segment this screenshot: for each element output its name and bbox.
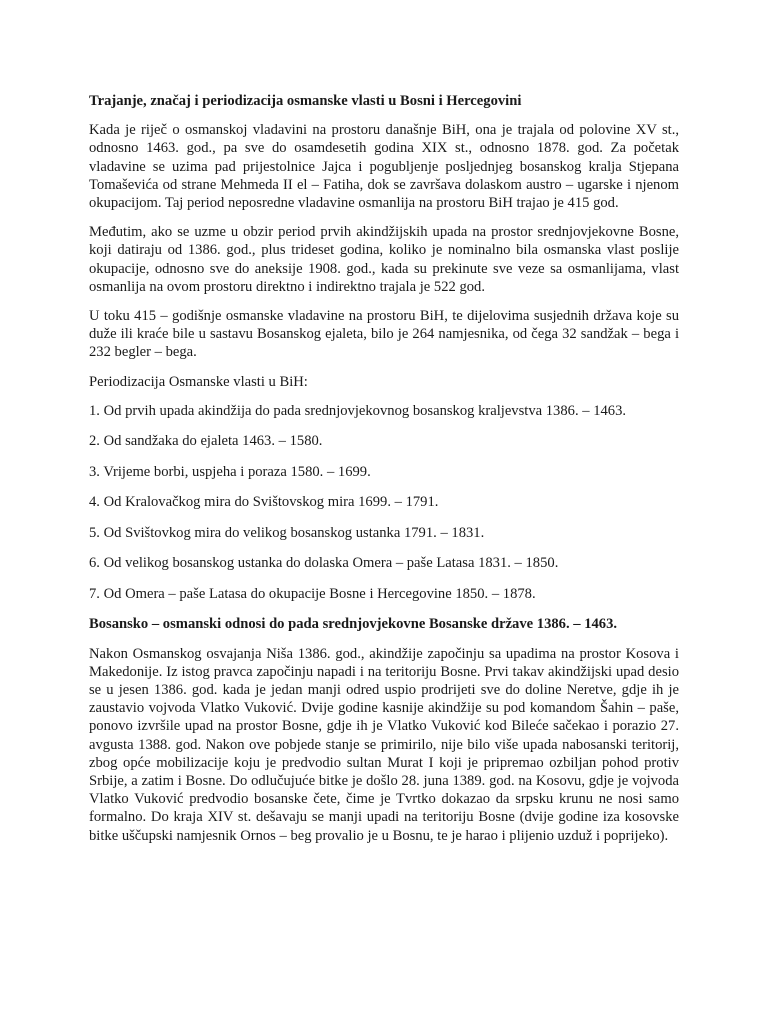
section-heading: Bosansko – osmanski odnosi do pada srednjovjekovne Bosanske države 1386. – 1463. xyxy=(89,616,618,633)
duration-paragraph: Međutim, ako se uzme u obzir period prvih akindžijskih upada na prostor srednjovjekovne Bosne, koji datiraju od 1386. god., plus trideset godina, koliko je nominalno bila osmanska vlast poslije okupacije, odnosno sve do aneksije 1908. god., kada su prekinute sve veze sa osmanlijama, vlast osmanlija na ovom prostoru direktno i indirektno trajala je 522 god. xyxy=(89,224,679,295)
document-page xyxy=(89,92,679,856)
section-paragraph: Nakon Osmanskog osvajanja Niša 1386. god., akindžije započinju sa upadima na prostor Kosova i Makedonije. Iz istog pravca započinju napadi i na teritoriju Bosne. Prvi takav akindžijski upad desio se u jesen 1386. god. kada je jedan manji odred uspio prodrijeti sve do doline Neretve, gdje ih je zaustavio vojvoda Vlatko Vuković. Dvije godine kasnije akindžije su pod komandom Šahin – paše, ponovo izvršile upad na prostor Bosne, gdje ih je Vlatko Vuković kod Bileće sačekao i porazio 27. avgusta 1388. god. Nakon ove pobjede stanje se primirilo, nije bilo više upada nabosanski teritorij, zbog opće mobilizacije koju je predvodio sultan Murat I koji je pripremao ozbiljan pohod protiv Srbije, a zatim i Bosne. Do odlučujuće bitke je došlo 28. juna 1389. god. na Kosovu, gdje je vojvoda Vlatko Vuković predvodio bosanske čete, čime je Tvrtko dokazao da srpsku krunu ne nosi samo formalno. Do kraja XIV st. dešavaju se manji upadi na teritoriju Bosne (dvije godine iza kosovske bitke uščupski namjesnik Ornos – beg provalio je u Bosnu, te je harao i plijenio uzduž i poprijeko). xyxy=(89,645,679,844)
period-item: 4. Od Kralovačkog mira do Svištovskog mira 1699. – 1791. xyxy=(89,494,439,511)
period-item: 7. Od Omera – paše Latasa do okupacije Bosne i Hercegovine 1850. – 1878. xyxy=(89,585,536,602)
period-item: 5. Od Svištovkog mira do velikog bosanskog ustanka 1791. – 1831. xyxy=(89,524,485,541)
period-item: 6. Od velikog bosanskog ustanka do dolaska Omera – paše Latasa 1831. – 1850. xyxy=(89,555,559,572)
periodization-list xyxy=(89,402,679,603)
intro-paragraph: Kada je riječ o osmanskoj vladavini na prostoru današnje BiH, ona je trajala od polovine XV st., odnosno 1463. god., pa sve do osamdesetih godina XIX st., odnosno 1878. god. Za početak vladavine se uzima pad prijestolnice Jajca i pogubljenje posljednjeg bosanskog kralja Stjepana Tomaševića od strane Mehmeda II el – Fatiha, dok se završava dolaskom austro – ugarske i njenom okupacijom. Taj period neposredne vladavine osmanlija na prostoru BiH trajao je 415 god. xyxy=(89,122,679,212)
period-item: 3. Vrijeme borbi, uspjeha i poraza 1580. – 1699. xyxy=(89,463,371,480)
period-item: 1. Od prvih upada akindžija do pada srednjovjekovnog bosanskog kraljevstva 1386. – 1463. xyxy=(89,402,627,419)
governors-paragraph: U toku 415 – godišnje osmanske vladavine na prostoru BiH, te dijelovima susjednih država koje su duže ili kraće bile u sastavu Bosanskog ejaleta, bilo je 264 namjesnika, od čega 32 sandžak – bega i 232 begler – bega. xyxy=(89,308,679,361)
periodization-heading: Periodizacija Osmanske vlasti u BiH: xyxy=(89,373,308,390)
document-title: Trajanje, značaj i periodizacija osmanske vlasti u Bosni i Hercegovini xyxy=(89,93,522,109)
period-item: 2. Od sandžaka do ejaleta 1463. – 1580. xyxy=(89,433,323,450)
